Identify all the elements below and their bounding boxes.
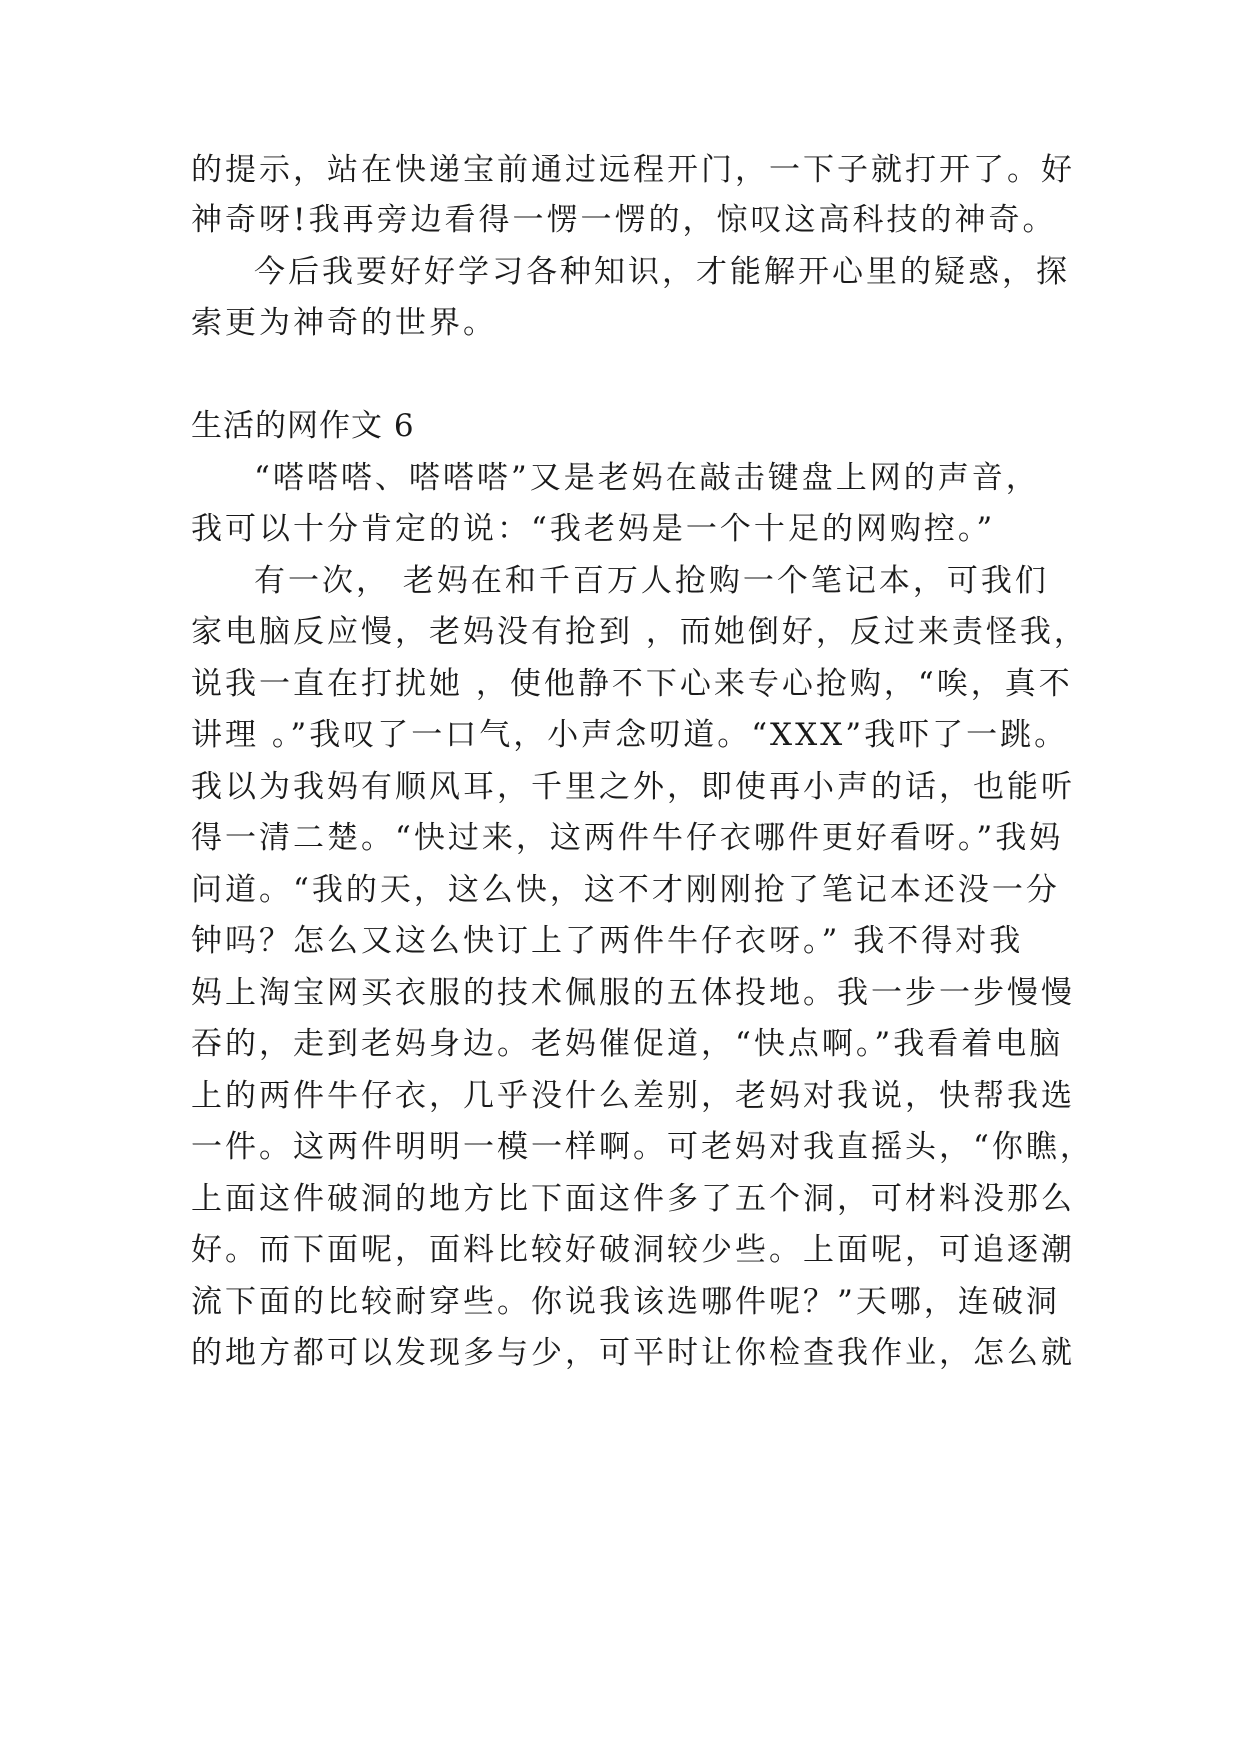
text-line: 说我一直在打扰她 ，使他静不下心来专心抢购，“唉，真不 bbox=[191, 666, 1073, 702]
text-line: 吞的，走到老妈身边。老妈催促道，“快点啊。”我看着电脑 bbox=[191, 1026, 1064, 1062]
text-line: 一件。这两件明明一模一样啊。可老妈对我直摇头，“你瞧， bbox=[191, 1129, 1094, 1165]
section-heading: 生活的网作文 6 bbox=[191, 408, 415, 444]
paragraph-line: “嗒嗒嗒、嗒嗒嗒”又是老妈在敲击键盘上网的声音， bbox=[254, 460, 1040, 496]
text-line: 神奇呀!我再旁边看得一愣一愣的，惊叹这高科技的神奇。 bbox=[191, 202, 1057, 238]
text-line: 钟吗？怎么又这么快订上了两件牛仔衣呀。” 我不得对我 bbox=[191, 923, 1024, 959]
text-line: 上面这件破洞的地方比下面这件多了五个洞，可材料没那么 bbox=[191, 1181, 1075, 1217]
text-line: 索更为神奇的世界。 bbox=[191, 305, 497, 341]
text-line: 家电脑反应慢，老妈没有抢到 ，而她倒好，反过来责怪我， bbox=[191, 614, 1088, 650]
text-line: 上的两件牛仔衣，几乎没什么差别，老妈对我说，快帮我选 bbox=[191, 1078, 1075, 1114]
text-line: 我以为我妈有顺风耳，千里之外，即使再小声的话，也能听 bbox=[191, 769, 1075, 805]
paragraph-line: 有一次， 老妈在和千百万人抢购一个笔记本，可我们 bbox=[254, 563, 1049, 599]
text-line: 的提示，站在快递宝前通过远程开门，一下子就打开了。好 bbox=[191, 152, 1075, 188]
text-line: 得一清二楚。“快过来，这两件牛仔衣哪件更好看呀。”我妈 bbox=[191, 820, 1064, 856]
text-line: 好。而下面呢，面料比较好破洞较少些。上面呢，可追逐潮 bbox=[191, 1232, 1075, 1268]
text-line: 妈上淘宝网买衣服的技术佩服的五体投地。我一步一步慢慢 bbox=[191, 975, 1075, 1011]
text-line: 我可以十分肯定的说：“我老妈是一个十足的网购控。” bbox=[191, 511, 996, 547]
text-line: 流下面的比较耐穿些。你说我该选哪件呢？”天哪，连破洞 bbox=[191, 1284, 1060, 1320]
text-line: 讲理 。”我叹了一口气，小声念叨道。“XXX”我吓了一跳。 bbox=[191, 717, 1069, 753]
text-line: 的地方都可以发现多与少，可平时让你检查我作业，怎么就 bbox=[191, 1335, 1075, 1371]
paragraph-line: 今后我要好好学习各种知识，才能解开心里的疑惑，探 bbox=[254, 254, 1070, 290]
text-line: 问道。“我的天，这么快，这不才刚刚抢了笔记本还没一分 bbox=[191, 872, 1060, 908]
